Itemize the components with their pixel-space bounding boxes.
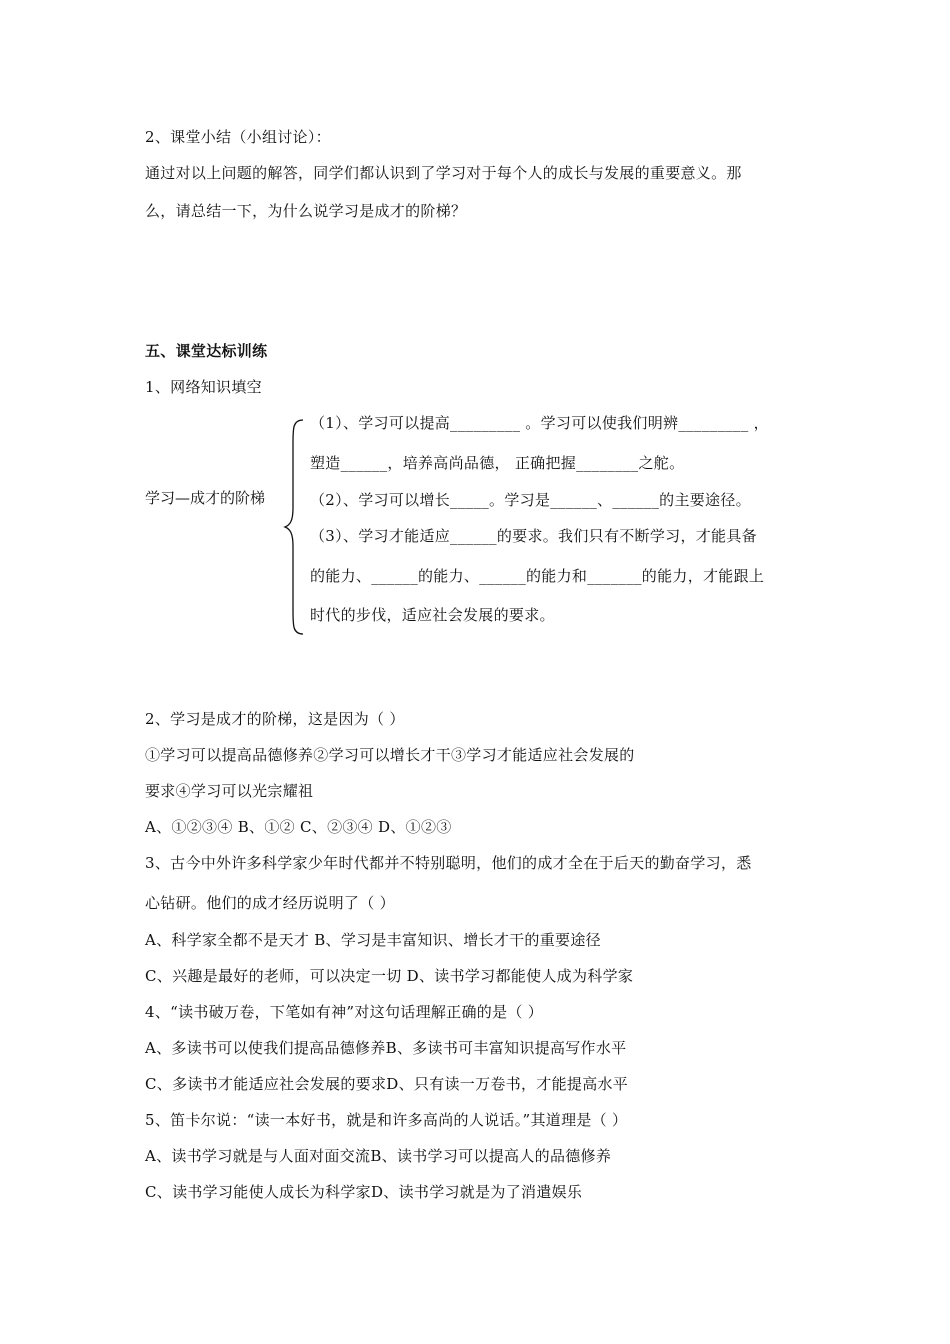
brace-line-3: （2）、学习可以增长_____。学习是______、______的主要途径。	[310, 491, 751, 509]
question-5-stem: 5、笛卡尔说：“读一本好书，就是和许多高尚的人说话。”其道理是（ ）	[145, 1111, 628, 1129]
brace-line-2: 塑造______，培养高尚品德， 正确把握________之舵。	[310, 454, 685, 472]
question-2-stem: 2、学习是成才的阶梯，这是因为（ ）	[145, 710, 405, 728]
question-3-line-2: 心钻研。他们的成才经历说明了（ ）	[145, 894, 395, 912]
question-5-options-1: A、读书学习就是与人面对面交流B、读书学习可以提高人的品德修养	[145, 1147, 612, 1165]
question-3-stem: 3、古今中外许多科学家少年时代都并不特别聪明，他们的成才全在于后天的勤奋学习，悉	[145, 854, 752, 872]
question-3-options-2: C、兴趣是最好的老师，可以决定一切 D、读书学习都能使人成为科学家	[145, 967, 634, 985]
question-4-stem: 4、“读书破万卷，下笔如有神”对这句话理解正确的是（ ）	[145, 1003, 544, 1021]
summary-paragraph-line-2: 么，请总结一下，为什么说学习是成才的阶梯？	[145, 202, 467, 220]
question-3-options-1: A、科学家全都不是天才 B、学习是丰富知识、增长才干的重要途径	[145, 931, 601, 949]
summary-heading: 2、课堂小结（小组讨论）：	[145, 128, 331, 146]
question-2-line-3: 要求④学习可以光宗耀祖	[145, 782, 314, 800]
brace-line-6: 时代的步伐，适应社会发展的要求。	[310, 606, 555, 624]
curly-brace-icon	[283, 418, 305, 636]
question-4-options-1: A、多读书可以使我们提高品德修养B、多读书可丰富知识提高写作水平	[145, 1039, 627, 1057]
summary-paragraph-line-1: 通过对以上问题的解答，同学们都认识到了学习对于每个人的成长与发展的重要意义。那	[145, 164, 742, 182]
question-1-title: 1、网络知识填空	[145, 378, 262, 396]
section-title: 五、课堂达标训练	[145, 342, 268, 360]
question-4-options-2: C、多读书才能适应社会发展的要求D、只有读一万卷书，才能提高水平	[145, 1075, 629, 1093]
brace-line-4: （3）、学习才能适应______的要求。我们只有不断学习，才能具备	[310, 527, 757, 545]
brace-line-5: 的能力、______的能力、______的能力和_______的能力，才能跟上	[310, 567, 765, 585]
question-5-options-2: C、读书学习能使人成长为科学家D、读书学习就是为了消遣娱乐	[145, 1183, 583, 1201]
question-2-options: A、①②③④ B、①② C、②③④ D、①②③	[145, 818, 452, 836]
question-2-line-2: ①学习可以提高品德修养②学习可以增长才干③学习才能适应社会发展的	[145, 746, 635, 764]
brace-line-1: （1）、学习可以提高_________ 。学习可以使我们明辨_________ ，	[310, 414, 769, 432]
brace-label: 学习—成才的阶梯	[145, 489, 266, 507]
